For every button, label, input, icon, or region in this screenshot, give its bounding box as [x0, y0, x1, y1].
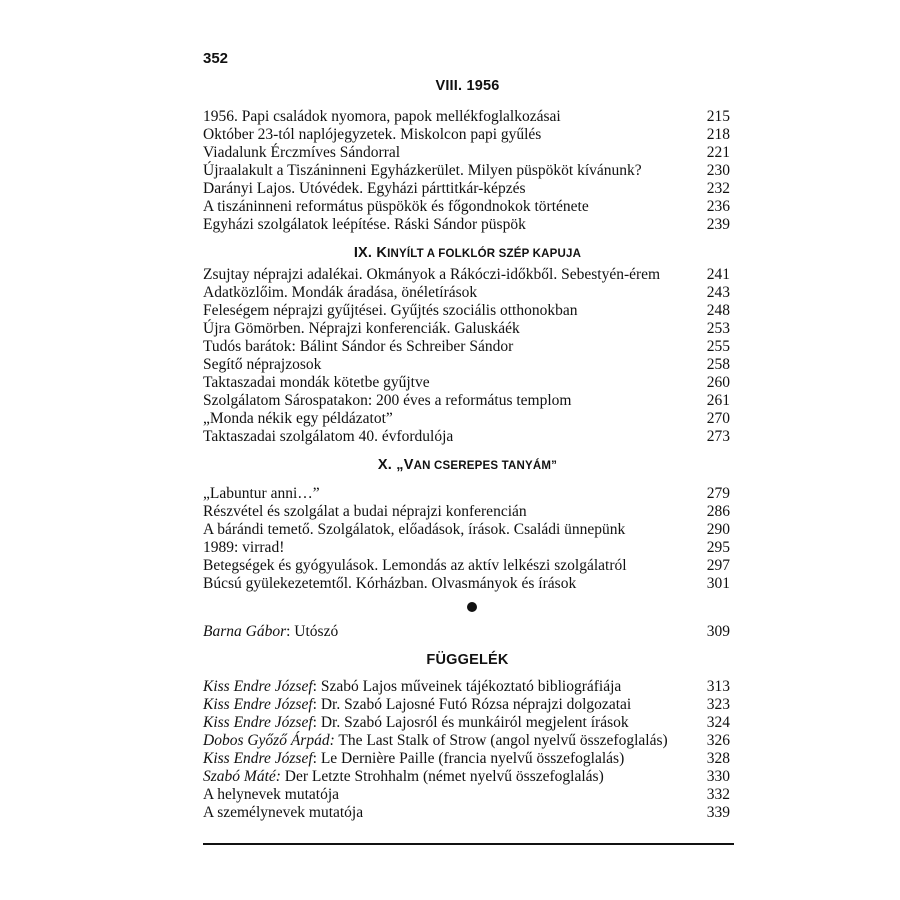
- entry-page-number: 328: [706, 750, 730, 767]
- entry-page-number: 297: [706, 557, 730, 574]
- entry-title: Feleségem néprajzi gyűjtései. Gyűjtés szociális otthonokban: [203, 302, 578, 319]
- toc-entry: [203, 750, 730, 768]
- toc-entry: [203, 786, 730, 804]
- entry-page-number: 324: [706, 714, 730, 731]
- entry-title: Darányi Lajos. Utóvédek. Egyházi párttitkár-képzés: [203, 180, 526, 197]
- toc-entry: [203, 678, 730, 696]
- toc-entry: [203, 696, 730, 714]
- entry-page-number: 323: [706, 696, 730, 713]
- section-heading-x: X. „VAN CSEREPES TANYÁM”: [377, 457, 558, 473]
- toc-entry: [203, 144, 730, 162]
- entry-title: Taktaszadai szolgálatom 40. évfordulója: [203, 428, 454, 445]
- toc-entry: [203, 392, 730, 410]
- entry-author: Kiss Endre József: [203, 678, 313, 695]
- bullet-separator: [467, 602, 477, 612]
- entry-author: Barna Gábor: [203, 623, 287, 640]
- entry-title: A személynevek mutatója: [203, 804, 364, 821]
- toc-entry: [203, 374, 730, 392]
- entry-title: Búcsú gyülekezetemtől. Kórházban. Olvasmányok és írások: [203, 575, 577, 592]
- entry-page-number: 301: [706, 575, 730, 592]
- toc-entry: [203, 356, 730, 374]
- entry-title: Kiss Endre József: Le Dernière Paille (francia nyelvű összefoglalás): [203, 750, 625, 767]
- entry-title: A helynevek mutatója: [203, 786, 340, 803]
- entry-page-number: 253: [706, 320, 730, 337]
- entry-page-number: 248: [706, 302, 730, 319]
- toc-entry: [203, 162, 730, 180]
- page-number: 352: [203, 50, 229, 67]
- entry-page-number: 230: [706, 162, 730, 179]
- entry-title: Barna Gábor: Utószó: [203, 623, 339, 640]
- toc-entry: [203, 485, 730, 503]
- entry-page-number: 232: [706, 180, 730, 197]
- entry-title: Szabó Máté: Der Letzte Strohhalm (német nyelvű összefoglalás): [203, 768, 604, 785]
- entry-page-number: 255: [706, 338, 730, 355]
- entry-page-number: 339: [706, 804, 730, 821]
- toc-entry: [203, 410, 730, 428]
- entry-page-number: 326: [706, 732, 730, 749]
- entry-page-number: 295: [706, 539, 730, 556]
- toc-entry: [203, 320, 730, 338]
- toc-entry-afterword: [203, 623, 730, 641]
- toc-entry: [203, 108, 730, 126]
- entry-page-number: 221: [706, 144, 730, 161]
- entry-page-number: 330: [706, 768, 730, 785]
- toc-entry: [203, 216, 730, 234]
- entry-page-number: 332: [706, 786, 730, 803]
- entry-title: Kiss Endre József: Dr. Szabó Lajosné Futó Rózsa néprajzi dolgozatai: [203, 696, 632, 713]
- entry-page-number: 243: [706, 284, 730, 301]
- toc-entry: [203, 338, 730, 356]
- toc-entry: [203, 804, 730, 822]
- section-heading-ix: IX. KINYÍLT A FOLKLÓR SZÉP KAPUJA: [353, 245, 582, 261]
- entry-author: Kiss Endre József: [203, 696, 313, 713]
- entry-page-number: 309: [706, 623, 730, 640]
- entry-page-number: 260: [706, 374, 730, 391]
- entry-author: Szabó Máté:: [203, 768, 281, 785]
- entry-title: A tiszáninneni református püspökök és főgondnokok története: [203, 198, 589, 215]
- entry-page-number: 261: [706, 392, 730, 409]
- entry-title: A bárándi temető. Szolgálatok, előadások, írások. Családi ünnepünk: [203, 521, 626, 538]
- entry-title: Részvétel és szolgálat a budai néprajzi konferencián: [203, 503, 527, 520]
- entry-page-number: 273: [706, 428, 730, 445]
- entry-page-number: 270: [706, 410, 730, 427]
- entry-title: „Monda nékik egy példázatot”: [203, 410, 393, 427]
- toc-entry: [203, 302, 730, 320]
- entry-page-number: 286: [706, 503, 730, 520]
- toc-entry: [203, 503, 730, 521]
- section-heading-appendix: FÜGGELÉK: [426, 652, 509, 668]
- entry-author: Dobos Győző Árpád:: [203, 732, 335, 749]
- entry-title: Taktaszadai mondák kötetbe gyűjtve: [203, 374, 430, 391]
- entry-author: Kiss Endre József: [203, 714, 313, 731]
- entry-title: 1956. Papi családok nyomora, papok mellékfoglalkozásai: [203, 108, 561, 125]
- entry-page-number: 218: [706, 126, 730, 143]
- entry-title: Szolgálatom Sárospatakon: 200 éves a református templom: [203, 392, 572, 409]
- entry-page-number: 215: [706, 108, 730, 125]
- toc-entry: [203, 198, 730, 216]
- toc-entry: [203, 284, 730, 302]
- entry-title: „Labuntur anni…”: [203, 485, 320, 502]
- toc-entry: [203, 714, 730, 732]
- section-heading-viii: VIII. 1956: [435, 78, 500, 94]
- toc-entry: [203, 557, 730, 575]
- entry-title: Viadalunk Érczmíves Sándorral: [203, 144, 401, 161]
- entry-title: Betegségek és gyógyulások. Lemondás az aktív lelkészi szolgálatról: [203, 557, 627, 574]
- entry-page-number: 313: [706, 678, 730, 695]
- entry-title: Adatközlőim. Mondák áradása, önéletírások: [203, 284, 478, 301]
- entry-title: 1989: virrad!: [203, 539, 285, 556]
- entry-title: Zsujtay néprajzi adalékai. Okmányok a Rákóczi-időkből. Sebestyén-érem: [203, 266, 661, 283]
- entry-author: Kiss Endre József: [203, 750, 313, 767]
- toc-entry: [203, 539, 730, 557]
- entry-page-number: 279: [706, 485, 730, 502]
- toc-entry: [203, 768, 730, 786]
- toc-entry: [203, 575, 730, 593]
- entry-title: Segítő néprajzosok: [203, 356, 322, 373]
- entry-title: Egyházi szolgálatok leépítése. Ráski Sándor püspök: [203, 216, 526, 233]
- entry-title: Tudós barátok: Bálint Sándor és Schreiber Sándor: [203, 338, 514, 355]
- toc-entry: [203, 180, 730, 198]
- entry-title: Újraalakult a Tiszáninneni Egyházkerület. Milyen püspököt kívánunk?: [203, 162, 642, 179]
- entry-page-number: 236: [706, 198, 730, 215]
- bottom-rule: [203, 843, 734, 845]
- entry-page-number: 241: [706, 266, 730, 283]
- toc-entry: [203, 521, 730, 539]
- toc-entry: [203, 266, 730, 284]
- entry-page-number: 258: [706, 356, 730, 373]
- entry-title: Kiss Endre József: Dr. Szabó Lajosról és munkáiról megjelent írások: [203, 714, 629, 731]
- entry-page-number: 290: [706, 521, 730, 538]
- entry-title: Újra Gömörben. Néprajzi konferenciák. Galuskáék: [203, 320, 520, 337]
- toc-entry: [203, 732, 730, 750]
- entry-title: Kiss Endre József: Szabó Lajos műveinek tájékoztató bibliográfiája: [203, 678, 622, 695]
- entry-title: Dobos Győző Árpád: The Last Stalk of Strow (angol nyelvű összefoglalás): [203, 732, 668, 749]
- toc-entry: [203, 126, 730, 144]
- entry-title: Október 23-tól naplójegyzetek. Miskolcon papi gyűlés: [203, 126, 542, 143]
- entry-page-number: 239: [706, 216, 730, 233]
- toc-entry: [203, 428, 730, 446]
